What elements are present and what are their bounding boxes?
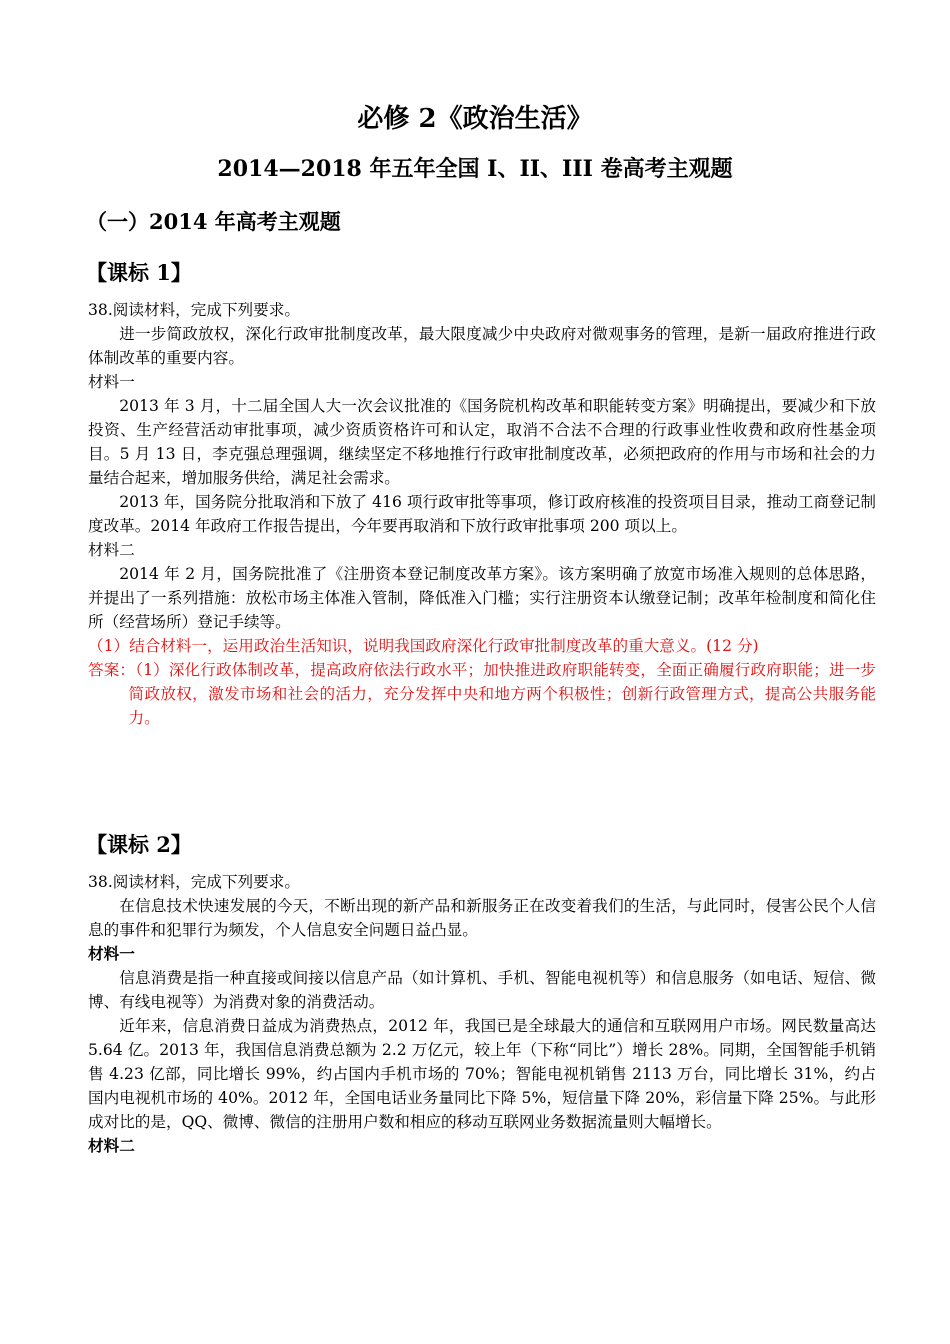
answer-text: 答案：（1）深化行政体制改革，提高政府依法行政水平；加快推进政府职能转变，全面正确履行政府职能；进一步简政放权，激发市场和社会的活力，充分发挥中央和地方两个积极性；创新行政管理方式，提高公共服务能力。 (88, 661, 876, 727)
section-heading: （一）2014 年高考主观题 (86, 209, 341, 234)
question-intro: 38.阅读材料，完成下列要求。 (88, 873, 300, 891)
material-two-label: 材料二 (88, 1136, 135, 1155)
material-one-paragraph-2: 近年来，信息消费日益成为消费热点，2012 年，我国已是全球最大的通信和互联网用户市场。网民数量高达 5.64 亿。2013 年，我国信息消费总额为 2.2 万亿元，较上年（下称“同比”）增长 28%。同期，全国智能手机销售 4.23 亿部，同比增长 99%，约占国内手机市场的 70%；智能电视机销售 2113 万台，同比增长 31%，约占国内电视机市场的 40%。2012 年，全国电话业务量同比下降 5%，短信量下降 20%，彩信量下降 25%。与此形成对比的是，QQ、微博、微信的注册用户数和相应的移动互联网业务数据流量则大幅增长。 (88, 1017, 876, 1131)
material-two-label: 材料二 (88, 541, 135, 559)
kebiao2-block (88, 870, 876, 1158)
kebiao1-block (88, 298, 876, 730)
kebiao2-heading: 【课标 2】 (86, 832, 192, 857)
intro-paragraph: 在信息技术快速发展的今天，不断出现的新产品和新服务正在改变着我们的生活，与此同时，侵害公民个人信息的事件和犯罪行为频发，个人信息安全问题日益凸显。 (88, 897, 876, 939)
document-subtitle: 2014—2018 年五年全国 I、II、III 卷高考主观题 (217, 156, 733, 182)
kebiao1-heading: 【课标 1】 (86, 260, 192, 285)
material-one-paragraph-2: 2013 年，国务院分批取消和下放了 416 项行政审批等事项，修订政府核准的投资项目目录，推动工商登记制度改革。2014 年政府工作报告提出，今年要再取消和下放行政审批事项 200 项以上。 (88, 493, 876, 535)
material-one-label: 材料一 (88, 944, 135, 963)
material-one-label: 材料一 (88, 373, 135, 391)
material-two-paragraph: 2014 年 2 月，国务院批准了《注册资本登记制度改革方案》。该方案明确了放宽市场准入规则的总体思路，并提出了一系列措施：放松市场主体准入管制，降低准入门槛；实行注册资本认缴登记制；改革年检制度和简化住所（经营场所）登记手续等。 (88, 565, 876, 631)
document-title: 必修 2《政治生活》 (357, 104, 593, 134)
question-1: （1）结合材料一，运用政治生活知识，说明我国政府深化行政审批制度改革的重大意义。(12 分) (88, 637, 759, 655)
intro-paragraph: 进一步简政放权，深化行政审批制度改革，最大限度减少中央政府对微观事务的管理，是新一届政府推进行政体制改革的重要内容。 (88, 325, 876, 367)
question-intro: 38.阅读材料，完成下列要求。 (88, 301, 300, 319)
material-one-paragraph-1: 信息消费是指一种直接或间接以信息产品（如计算机、手机、智能电视机等）和信息服务（如电话、短信、微博、有线电视等）为消费对象的消费活动。 (88, 969, 876, 1011)
material-one-paragraph-1: 2013 年 3 月，十二届全国人大一次会议批准的《国务院机构改革和职能转变方案》明确提出，要减少和下放投资、生产经营活动审批事项，减少资质资格许可和认定，取消不合法不合理的行政事业性收费和政府性基金项目。5 月 13 日，李克强总理强调，继续坚定不移地推行行政审批制度改革，必须把政府的作用与市场和社会的力量结合起来，增加服务供给，满足社会需求。 (88, 397, 876, 487)
